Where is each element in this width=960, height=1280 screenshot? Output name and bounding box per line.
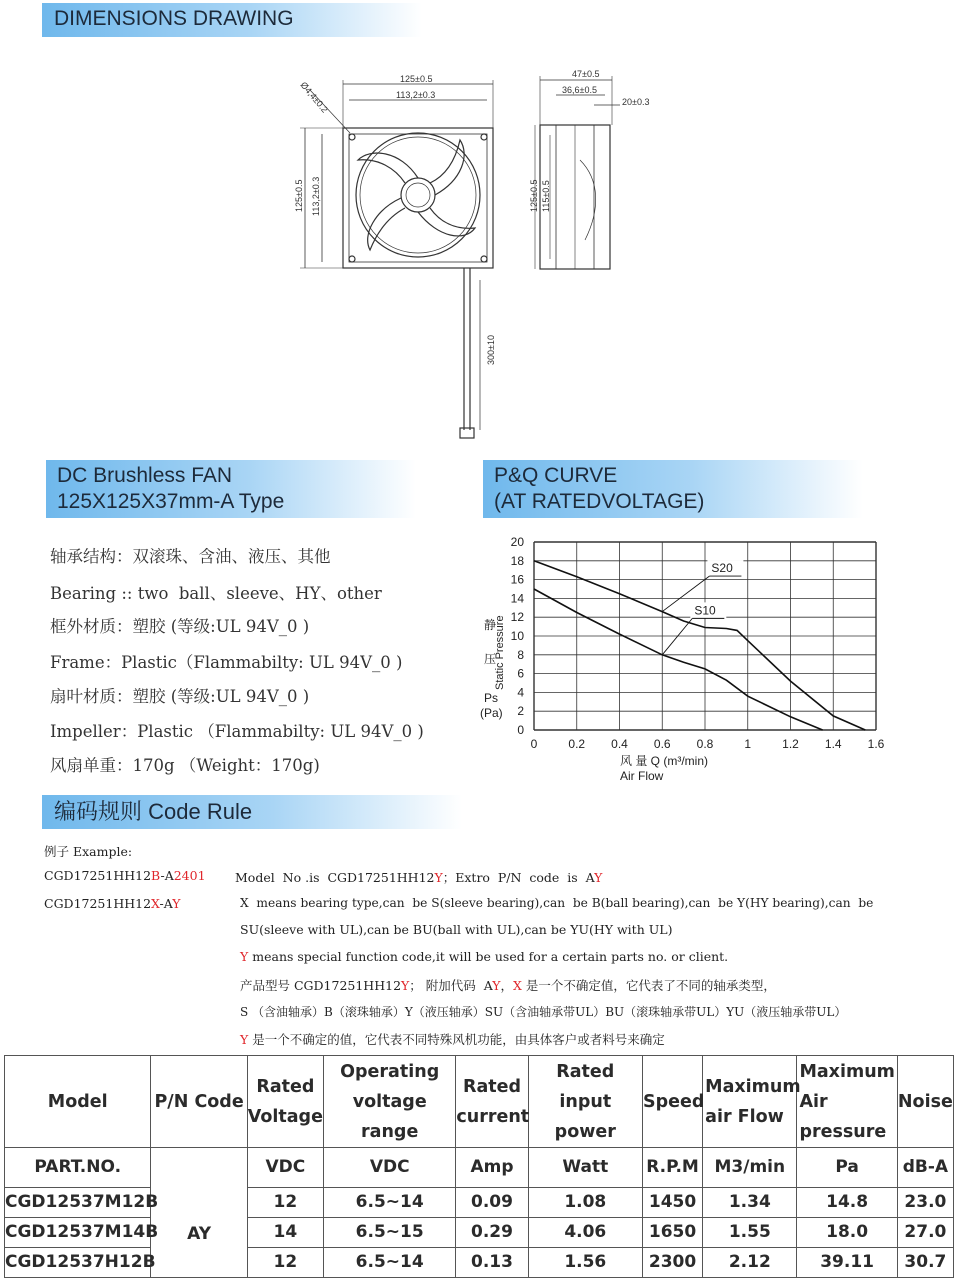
fan-title-line1: DC Brushless FAN xyxy=(57,464,233,487)
y-tick-label: 18 xyxy=(510,553,524,568)
y-tick-label: 20 xyxy=(510,535,524,549)
header-operating-range: Operating voltage range xyxy=(323,1056,455,1148)
y-tick-label: 4 xyxy=(517,685,524,700)
header-model: Model xyxy=(5,1056,151,1148)
series-label-s20: S20 xyxy=(711,561,733,576)
y-axis-label: Static Pressure xyxy=(494,615,506,690)
code-line-2: X means bearing type,can be S(sleeve bearing),can be B(ball bearing),can be Y(HY bearing),can be xyxy=(240,896,874,910)
x-axis-label-en: Air Flow xyxy=(620,769,664,783)
code-line-1: Model No .is CGD17251HH12Y；Extro P/N code is AY xyxy=(235,870,603,885)
y-tick-label: 10 xyxy=(510,629,524,643)
y-tick-label: 14 xyxy=(510,591,524,606)
y-axis-unit-2: (Pa) xyxy=(480,706,503,720)
dim-front-height-inner: 113,2±0.3 xyxy=(311,176,321,216)
unit-part-no: PART.NO. xyxy=(5,1148,151,1188)
x-tick-label: 0.6 xyxy=(653,737,671,751)
dim-side-height-outer: 125±0.5 xyxy=(529,179,539,212)
x-tick-label: 0 xyxy=(530,737,538,751)
header-rated-voltage: Rated Voltage xyxy=(247,1056,323,1148)
dim-hole: Ø4,4±0.2 xyxy=(298,79,330,115)
dim-side-height-inner: 115±0.5 xyxy=(541,180,551,212)
series-leader-line xyxy=(662,618,692,654)
table-row: CGD12537M14B 14 6.5~15 0.29 4.06 1650 1.55 18.0 27.0 xyxy=(5,1218,954,1248)
code-line-5: 产品型号 CGD17251HH12Y； 附加代码 AY，X 是一个不确定值，它代表了不同的轴承类型， xyxy=(240,978,776,993)
y-tick-label: 12 xyxy=(510,610,524,625)
header-speed: Speed xyxy=(642,1056,702,1148)
y-tick-label: 16 xyxy=(510,572,524,587)
code-line-4: Y means special function code,it will be used for a certain parts no. or client. xyxy=(240,949,729,964)
spec-impeller-cn: 扇叶材质：塑胶 (等级:UL 94V_0 ) xyxy=(50,687,310,706)
example-2: CGD17251HH12X-AY xyxy=(44,896,181,911)
x-tick-label: 0.8 xyxy=(696,737,714,751)
header-max-air-pressure: Maximum Air pressure xyxy=(797,1056,897,1148)
header-rated-power: Rated input power xyxy=(528,1056,642,1148)
table-row: CGD12537H12B 12 6.5~14 0.13 1.56 2300 2.12 39.11 30.7 xyxy=(5,1248,954,1278)
spec-frame-en: Frame：Plastic（Flammabilty: UL 94V_0 ) xyxy=(50,653,403,672)
example-1: CGD17251HH12B-A2401 xyxy=(44,868,206,883)
series-line-s10 xyxy=(534,589,823,730)
y-tick-label: 6 xyxy=(517,666,524,681)
pn-code-value: AY xyxy=(151,1148,247,1278)
code-line-3: SU(sleeve with UL),can be BU(ball with UL),can be YU(HY with UL) xyxy=(240,922,673,937)
dim-side-frame: 20±0.3 xyxy=(622,97,650,107)
y-tick-label: 8 xyxy=(517,647,524,662)
header-rated-current: Rated current xyxy=(456,1056,528,1148)
dim-front-height-outer: 125±0.5 xyxy=(294,179,304,212)
x-tick-label: 1.6 xyxy=(867,737,885,751)
unit-noise: dB-A xyxy=(897,1148,953,1188)
x-axis-label: 风 量 Q (m³/min) xyxy=(620,754,708,768)
x-tick-label: 1.4 xyxy=(824,737,842,751)
table-row: CGD12537M12B 12 6.5~14 0.09 1.08 1450 1.34 14.8 23.0 xyxy=(5,1188,954,1218)
x-tick-label: 0.2 xyxy=(568,737,586,751)
pq-curve-chart xyxy=(470,530,910,790)
unit-air-pressure: Pa xyxy=(797,1148,897,1188)
dimensions-drawing xyxy=(0,40,960,450)
header-pn-code: P/N Code xyxy=(151,1056,247,1148)
spec-table xyxy=(4,1055,954,1278)
unit-speed: R.P.M xyxy=(642,1148,702,1188)
spec-weight: 风扇单重：170g （Weight：170g) xyxy=(50,756,320,775)
pq-title-line2: (AT RATEDVOLTAGE) xyxy=(494,490,705,513)
x-tick-label: 1.2 xyxy=(782,737,799,751)
y-axis-unit-1: Ps xyxy=(484,691,499,705)
code-line-7: Y 是一个不确定的值，它代表不同特殊风机功能，由具体客户或者料号来确定 xyxy=(240,1032,665,1047)
y-axis-label-cn-2: 压 xyxy=(484,652,497,666)
spec-bearing-cn: 轴承结构：双滚珠、含油、液压、其他 xyxy=(50,547,331,566)
dimensions-title: DIMENSIONS DRAWING xyxy=(54,7,294,30)
series-line-s20 xyxy=(534,561,865,730)
pq-title-line1: P&Q CURVE xyxy=(494,464,618,487)
series-label-s10: S10 xyxy=(694,603,716,618)
header-max-air-flow: Maximum air Flow xyxy=(703,1056,797,1148)
unit-power: Watt xyxy=(528,1148,642,1188)
y-tick-label: 0 xyxy=(517,723,524,737)
x-tick-label: 0.4 xyxy=(611,737,628,751)
y-axis-label-cn-1: 静 xyxy=(484,618,497,632)
fan-title-line2: 125X125X37mm-A Type xyxy=(57,490,285,513)
y-tick-label: 2 xyxy=(517,704,524,719)
code-line-6: S （含油轴承）B（滚珠轴承）Y（液压轴承）SU（含油轴承带UL）BU（滚珠轴承带UL）YU（液压轴承带UL） xyxy=(240,1005,847,1019)
dim-side-total: 47±0.5 xyxy=(572,69,600,79)
unit-air-flow: M3/min xyxy=(703,1148,797,1188)
dim-front-width-inner: 113,2±0.3 xyxy=(396,90,436,100)
spec-impeller-en: Impeller：Plastic （Flammabilty: UL 94V_0 ) xyxy=(50,722,424,741)
dim-cable-length: 300±10 xyxy=(486,335,496,365)
spec-bearing-en: Bearing :: two ball、sleeve、HY、other xyxy=(50,584,382,603)
unit-operating-range: VDC xyxy=(323,1148,455,1188)
spec-frame-cn: 框外材质：塑胶 (等级:UL 94V_0 ) xyxy=(50,617,310,636)
header-noise: Noise xyxy=(897,1056,953,1148)
unit-current: Amp xyxy=(456,1148,528,1188)
x-tick-label: 1 xyxy=(744,737,752,751)
code-rule-title: 编码规则 Code Rule xyxy=(54,799,253,824)
dim-front-width-outer: 125±0.5 xyxy=(400,74,433,84)
unit-rated-voltage: VDC xyxy=(247,1148,323,1188)
dim-side-body: 36,6±0.5 xyxy=(562,85,597,95)
example-label: 例子 Example: xyxy=(44,844,133,859)
